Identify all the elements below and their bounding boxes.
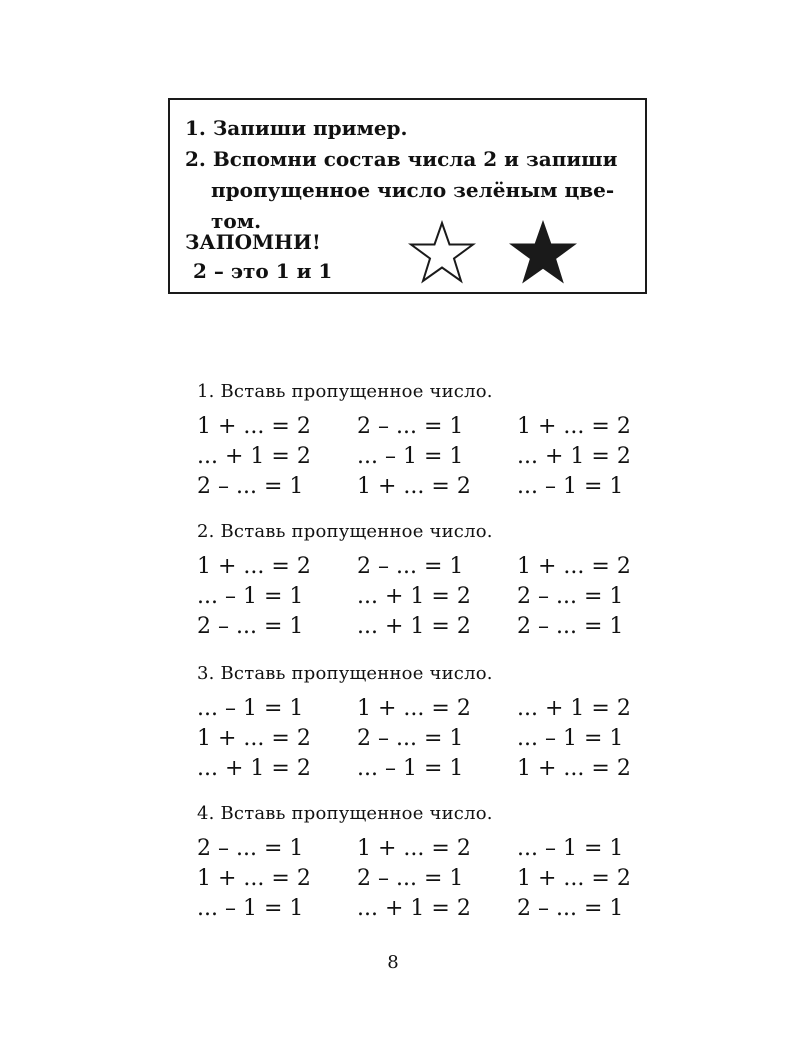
equation: ... – 1 = 1 [197, 896, 304, 921]
equation: 1 + ... = 2 [357, 836, 471, 861]
equation-grid [197, 412, 647, 502]
equation: ... – 1 = 1 [197, 584, 304, 609]
instruction-1: 1. Запиши пример. [185, 116, 408, 140]
equation-grid [197, 694, 647, 784]
equation: ... + 1 = 2 [197, 756, 311, 781]
equation: 2 – ... = 1 [517, 896, 624, 921]
star-filled-icon [509, 220, 577, 284]
remember-text: 2 – это 1 и 1 [193, 259, 333, 283]
equation: 2 – ... = 1 [357, 414, 464, 439]
equation: 2 – ... = 1 [357, 554, 464, 579]
equation: ... + 1 = 2 [197, 444, 311, 469]
equation: 1 + ... = 2 [517, 756, 631, 781]
equation: 1 + ... = 2 [197, 866, 311, 891]
equation: ... – 1 = 1 [197, 696, 304, 721]
equation: ... – 1 = 1 [517, 726, 624, 751]
equation: ... + 1 = 2 [357, 584, 471, 609]
exercise-4 [197, 802, 647, 924]
equation: 1 + ... = 2 [357, 474, 471, 499]
equation: ... + 1 = 2 [517, 696, 631, 721]
exercise-title: 2. Вставь пропущенное число. [197, 521, 493, 542]
equation: 2 – ... = 1 [517, 584, 624, 609]
equation: ... – 1 = 1 [517, 836, 624, 861]
instructions [185, 113, 645, 237]
equation: 1 + ... = 2 [197, 414, 311, 439]
exercise-title: 3. Вставь пропущенное число. [197, 663, 493, 684]
instruction-2-cont: пропущенное число зелёным цве- [211, 178, 615, 202]
equation: 1 + ... = 2 [517, 866, 631, 891]
equation-grid [197, 552, 647, 642]
equation: 2 – ... = 1 [197, 474, 304, 499]
equation-grid [197, 834, 647, 924]
equation: ... – 1 = 1 [517, 474, 624, 499]
equation: 2 – ... = 1 [517, 614, 624, 639]
equation: 2 – ... = 1 [197, 836, 304, 861]
exercise-title: 4. Вставь пропущенное число. [197, 803, 493, 824]
exercise-title: 1. Вставь пропущенное число. [197, 381, 493, 402]
remember-title: ЗАПОМНИ! [185, 230, 321, 254]
exercise-3 [197, 662, 647, 784]
equation: ... – 1 = 1 [357, 756, 464, 781]
page-number: 8 [387, 952, 399, 973]
equation: 1 + ... = 2 [517, 414, 631, 439]
equation: ... – 1 = 1 [357, 444, 464, 469]
remember-block [185, 228, 332, 286]
equation: 1 + ... = 2 [517, 554, 631, 579]
equation: 1 + ... = 2 [197, 554, 311, 579]
equation: ... + 1 = 2 [357, 896, 471, 921]
equation: 2 – ... = 1 [357, 866, 464, 891]
instruction-2-end: том. [211, 209, 262, 233]
equation: ... + 1 = 2 [357, 614, 471, 639]
equation: 1 + ... = 2 [197, 726, 311, 751]
exercise-2 [197, 520, 647, 642]
star-outline-icon [408, 220, 476, 284]
exercise-1 [197, 380, 647, 502]
instruction-2: 2. Вспомни состав числа 2 и запиши [185, 147, 618, 171]
equation: 2 – ... = 1 [197, 614, 304, 639]
equation: 2 – ... = 1 [357, 726, 464, 751]
equation: 1 + ... = 2 [357, 696, 471, 721]
equation: ... + 1 = 2 [517, 444, 631, 469]
